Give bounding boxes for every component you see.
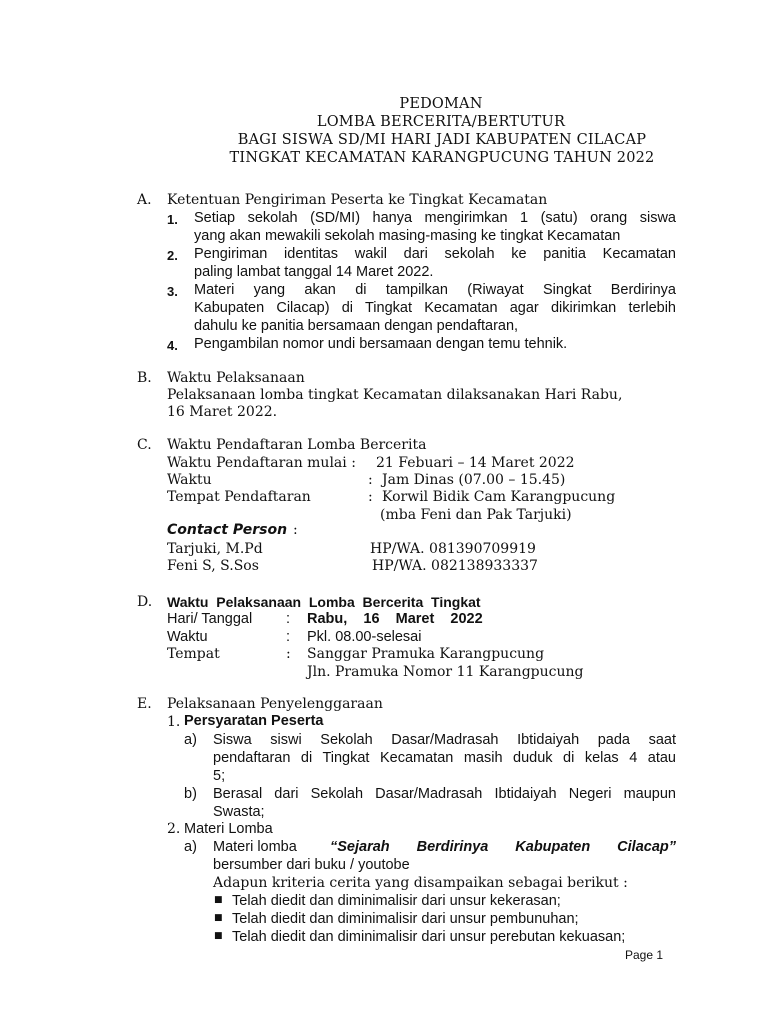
item-a1-line-2: yang akan mewakili sekolah masing-masing ke tingkat Kecamatan xyxy=(194,228,621,244)
event-date-label: Hari/ Tanggal xyxy=(167,611,253,627)
req-a-line-1: Siswa siswi Sekolah Dasar/Madrasah Ibtidaiyah pada saat xyxy=(213,732,676,748)
item-a3-line-3: dahulu ke panitia bersamaan dengan pendaftaran, xyxy=(194,318,519,334)
material-a-line-1a: Materi lomba xyxy=(213,839,297,855)
section-d-heading: Waktu Pelaksanaan Lomba Bercerita Tingkat xyxy=(167,594,481,610)
registration-place-value-2: (mba Feni dan Pak Tarjuki) xyxy=(380,507,572,523)
registration-place-value: Korwil Bidik Cam Karangpucung xyxy=(382,489,616,505)
item-a1-line-1: Setiap sekolah (SD/MI) hanya mengirimkan 1 (satu) orang siswa xyxy=(194,210,676,226)
item-a3-line-2: Kabupaten Cilacap) di Tingkat Kecamatan agar dikirimkan terlebih xyxy=(194,300,676,316)
registration-start-value: 21 Febuari – 14 Maret 2022 xyxy=(376,455,575,471)
criteria-item-3: Telah diedit dan diminimalisir dari unsur perebutan kekuasan; xyxy=(232,929,626,945)
subsection-2-number: 2. xyxy=(167,821,181,837)
req-a-line-2: pendaftaran di Tingkat Kecamatan masih duduk di kelas 4 atau xyxy=(213,750,676,766)
item-a3-number: 3. xyxy=(167,284,178,299)
item-a4-number: 4. xyxy=(167,338,178,353)
section-d-letter: D. xyxy=(137,594,153,610)
subsection-1-title: Persyaratan Peserta xyxy=(184,713,324,729)
doc-title-line-4: TINGKAT KECAMATAN KARANGPUCUNG TAHUN 2022 xyxy=(229,150,655,166)
item-a2-line-2: paling lambat tanggal 14 Maret 2022. xyxy=(194,264,434,280)
doc-title-line-2: LOMBA BERCERITA/BERTUTUR xyxy=(316,114,566,130)
event-place-value: Sanggar Pramuka Karangpucung xyxy=(307,646,545,662)
contact-person-colon: : xyxy=(293,522,298,538)
event-place-colon: : xyxy=(286,646,291,662)
section-e-heading: Pelaksanaan Penyelenggaraan xyxy=(167,696,383,712)
registration-time-label: Waktu xyxy=(167,472,212,488)
section-e-letter: E. xyxy=(137,696,152,712)
req-b-line-2: Swasta; xyxy=(213,804,265,820)
contact-2-name: Feni S, S.Sos xyxy=(167,558,259,574)
event-place-value-2: Jln. Pramuka Nomor 11 Karangpucung xyxy=(307,664,584,680)
contact-2-phone: HP/WA. 082138933337 xyxy=(372,558,538,574)
bullet-icon: ■ xyxy=(214,931,223,941)
item-a4-line-1: Pengambilan nomor undi bersamaan dengan temu tehnik. xyxy=(194,336,568,352)
req-a-line-3: 5; xyxy=(213,768,226,784)
registration-time-colon: : xyxy=(368,472,373,488)
bullet-icon: ■ xyxy=(214,895,223,905)
item-a3-line-1: Materi yang akan di tampilkan (Riwayat Singkat Berdirinya xyxy=(194,282,676,298)
material-a-line-3: Adapun kriteria cerita yang disampaikan sebagai berikut : xyxy=(213,875,628,891)
item-a2-number: 2. xyxy=(167,248,178,263)
section-c-letter: C. xyxy=(137,437,152,453)
doc-title-line-3: BAGI SISWA SD/MI HARI JADI KABUPATEN CILACAP xyxy=(237,132,647,148)
section-a-letter: A. xyxy=(137,192,152,208)
criteria-item-1: Telah diedit dan diminimalisir dari unsur kekerasan; xyxy=(232,893,561,909)
subsection-2-title: Materi Lomba xyxy=(184,821,273,837)
contact-person-label: Contact Person xyxy=(167,522,288,538)
material-a-label: a) xyxy=(184,839,197,855)
req-b-label: b) xyxy=(184,786,197,802)
item-a1-number: 1. xyxy=(167,212,178,227)
event-time-label: Waktu xyxy=(167,629,208,645)
doc-title-line-1: PEDOMAN xyxy=(399,96,483,112)
section-b-text-line-1: Pelaksanaan lomba tingkat Kecamatan dilaksanakan Hari Rabu, xyxy=(167,387,623,403)
registration-place-label: Tempat Pendaftaran xyxy=(167,489,311,505)
registration-start-label: Waktu Pendaftaran mulai : xyxy=(167,455,356,471)
registration-time-value: Jam Dinas (07.00 – 15.45) xyxy=(382,472,566,488)
event-time-colon: : xyxy=(286,629,291,645)
section-c-heading: Waktu Pendaftaran Lomba Bercerita xyxy=(167,437,427,453)
material-a-line-1b: “Sejarah Berdirinya Kabupaten Cilacap” xyxy=(330,839,676,855)
event-place-label: Tempat xyxy=(167,646,220,662)
req-b-line-1: Berasal dari Sekolah Dasar/Madrasah Ibtidaiyah Negeri maupun xyxy=(213,786,676,802)
contact-1-phone: HP/WA. 081390709919 xyxy=(370,541,536,557)
page-number: Page 1 xyxy=(625,948,664,962)
subsection-1-number: 1. xyxy=(167,714,181,730)
req-a-label: a) xyxy=(184,732,197,748)
event-date-value: Rabu, 16 Maret 2022 xyxy=(307,611,483,627)
bullet-icon: ■ xyxy=(214,913,223,923)
event-date-colon: : xyxy=(286,611,291,627)
section-a-heading: Ketentuan Pengiriman Peserta ke Tingkat Kecamatan xyxy=(167,192,548,208)
section-b-text-line-2: 16 Maret 2022. xyxy=(167,404,278,420)
item-a2-line-1: Pengiriman identitas wakil dari sekolah ke panitia Kecamatan xyxy=(194,246,676,262)
section-b-heading: Waktu Pelaksanaan xyxy=(167,370,305,386)
registration-place-colon: : xyxy=(368,489,373,505)
criteria-item-2: Telah diedit dan diminimalisir dari unsur pembunuhan; xyxy=(232,911,579,927)
material-a-line-2: bersumber dari buku / youtobe xyxy=(213,857,410,873)
event-time-value: Pkl. 08.00-selesai xyxy=(307,629,422,645)
section-b-letter: B. xyxy=(137,370,152,386)
contact-1-name: Tarjuki, M.Pd xyxy=(167,541,263,557)
